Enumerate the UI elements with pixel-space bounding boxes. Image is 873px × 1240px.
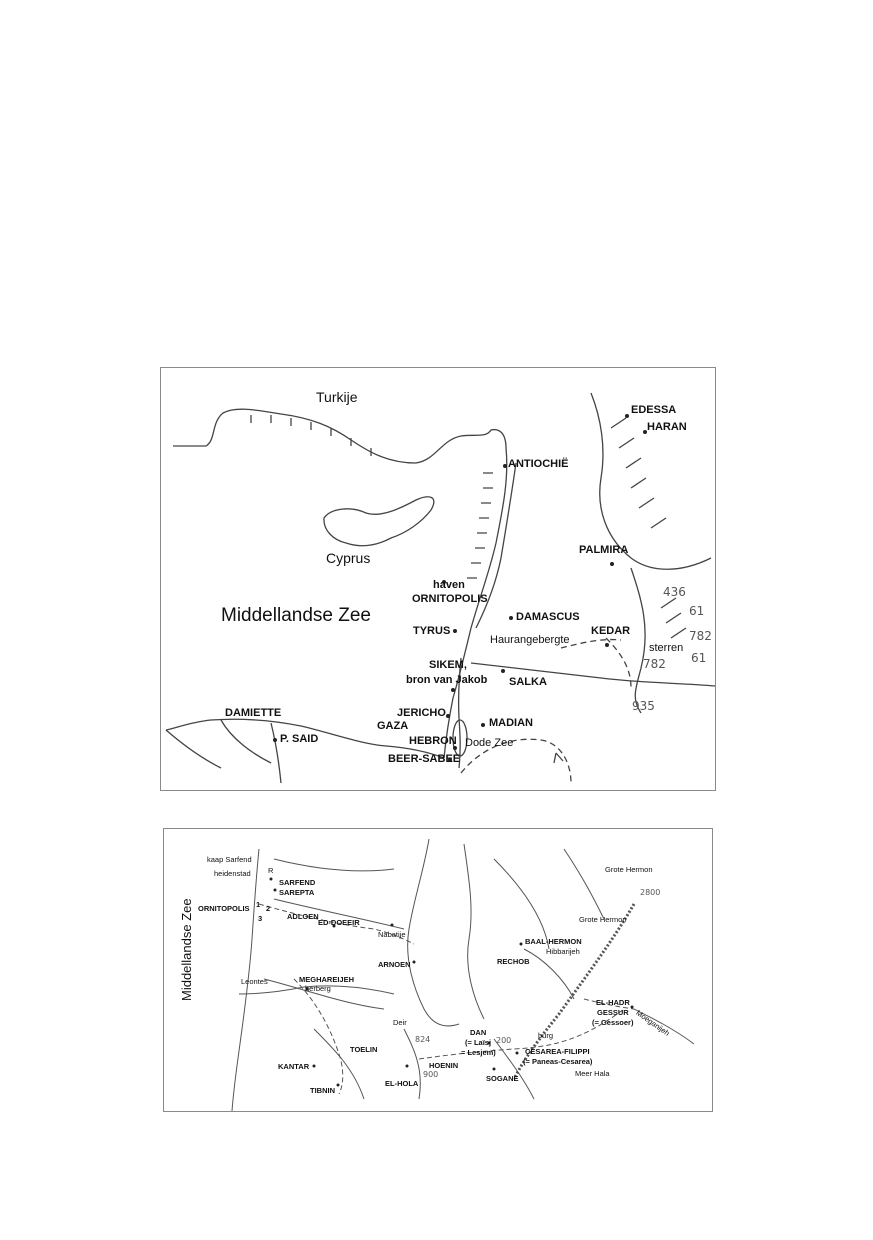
label-ornitopolis: ORNITOPOLIS [412, 593, 488, 605]
label-el-hadr: EL-HADR [596, 998, 630, 1007]
label-salka: SALKA [509, 676, 547, 688]
label-r: R [268, 866, 274, 875]
label-dan: DAN [470, 1028, 487, 1037]
label-nabatije: Nabatije [378, 930, 406, 939]
label-bron-van-jakob: bron van Jakob [406, 674, 488, 686]
label-meghareijeh: MEGHAREIJEH [299, 975, 355, 984]
number-1: 1 [256, 900, 261, 909]
east-ridge [631, 568, 645, 713]
label-kaap-sarfend: kaap Sarfend [207, 855, 252, 864]
number-61-a: 61 [689, 604, 705, 618]
label-arnoen: ARNOEN [378, 960, 411, 969]
label-gessoer: (= Gessoer) [592, 1018, 634, 1027]
label-sogane: SOGANE [486, 1074, 519, 1083]
label-edessa: EDESSA [631, 404, 677, 416]
label-sikem: SIKEM, [429, 659, 467, 671]
label-grote-hermon-2: Grote Hermon [579, 915, 627, 924]
label-antiochie: ANTIOCHIË [508, 458, 569, 470]
number-782-a: 782 [689, 629, 712, 643]
label-el-hola: EL-HOLA [385, 1079, 419, 1088]
hermon-ridge [408, 839, 459, 1026]
label-gessur: GESSUR [597, 1008, 629, 1017]
river-2 [494, 849, 604, 999]
cyprus-outline [324, 497, 434, 546]
mountain-ridge [591, 393, 711, 569]
label-sarepta: SAREPTA [279, 888, 315, 897]
number-200: 200 [496, 1036, 512, 1045]
hermon-ridge-2 [464, 844, 484, 1019]
number-2: 2 [266, 904, 271, 913]
label-jericho: JERICHO [397, 707, 446, 719]
label-toelin: TOELIN [350, 1045, 378, 1054]
number-900: 900 [423, 1070, 439, 1079]
label-moeganijeh: Moeganijeh [634, 1008, 672, 1038]
label-beer-sabee: BEER-SABEE [388, 753, 461, 765]
number-436: 436 [663, 585, 686, 599]
number-782-b: 782 [643, 657, 666, 671]
nile-delta [166, 720, 281, 783]
label-palmira: PALMIRA [579, 544, 629, 556]
label-hebron: HEBRON [409, 735, 457, 747]
number-935: 935 [632, 699, 655, 713]
label-ed-doeeir: ED-DOEEIR [318, 918, 360, 927]
label-gaza: GAZA [377, 720, 409, 732]
label-rechob: RECHOB [497, 957, 530, 966]
label-haran: HARAN [647, 421, 687, 433]
label-ornitopolis: ORNITOPOLIS [198, 904, 250, 913]
label-kantar: KANTAR [278, 1062, 310, 1071]
label-paneas-cesarea: (= Paneas-Cesarea) [523, 1057, 593, 1066]
map-hermon-region [163, 828, 713, 1112]
coast-hatching [251, 415, 493, 578]
label-laisj: (= Laïsj [465, 1038, 492, 1047]
label-baal-hermon: BAAL-HERMON [525, 937, 582, 946]
number-824: 824 [415, 1035, 431, 1044]
label-p-said: P. SAID [280, 733, 319, 745]
dashed-road-2 [294, 979, 343, 1094]
label-sarfend: SARFEND [279, 878, 316, 887]
label-hibbarijeh: Hibbarijeh [546, 947, 580, 956]
label-madian: MADIAN [489, 717, 533, 729]
number-3: 3 [258, 914, 263, 923]
label-grote-hermon-1: Grote Hermon [605, 865, 653, 874]
label-dode-zee: Dode Zee [465, 737, 514, 749]
label-haurangebergte: Haurangebergte [490, 634, 570, 646]
dashed-road-3 [419, 1009, 624, 1059]
label-cyprus: Cyprus [326, 550, 371, 566]
label-leontes: Leontes [241, 977, 268, 986]
label-adloen: ADLOEN [287, 912, 319, 921]
label-damascus: DAMASCUS [516, 611, 580, 623]
label-damiette: DAMIETTE [225, 707, 282, 719]
label-hoenin: HOENIN [429, 1061, 459, 1070]
label-haven: haven [433, 579, 465, 591]
label-turkije: Turkije [316, 389, 358, 405]
number-2800: 2800 [640, 888, 661, 897]
number-61-b: 61 [691, 651, 707, 665]
label-sterren: sterren [649, 642, 684, 654]
label-meer-hala: Meer Hala [575, 1069, 610, 1078]
route-arrow [554, 753, 563, 763]
label-sea: Middellandse Zee [221, 605, 371, 626]
label-tibnin: TIBNIN [310, 1086, 335, 1095]
label-cesarea-filippi: CESAREA-FILIPPI [525, 1047, 590, 1056]
map-middle-east [160, 367, 716, 791]
route-line [471, 663, 715, 686]
label-burg: burg [538, 1031, 554, 1040]
label-deir: Deir [393, 1018, 407, 1027]
label-sea: Middellandse Zee [179, 898, 194, 1001]
label-kedar: KEDAR [591, 625, 631, 637]
mountain-hatching [611, 418, 686, 638]
label-tyrus: TYRUS [413, 625, 451, 637]
label-heidenstad: heidenstad [214, 869, 251, 878]
label-lesjem: = Lesjem) [461, 1048, 496, 1057]
label-herberg: herberg [305, 984, 331, 993]
